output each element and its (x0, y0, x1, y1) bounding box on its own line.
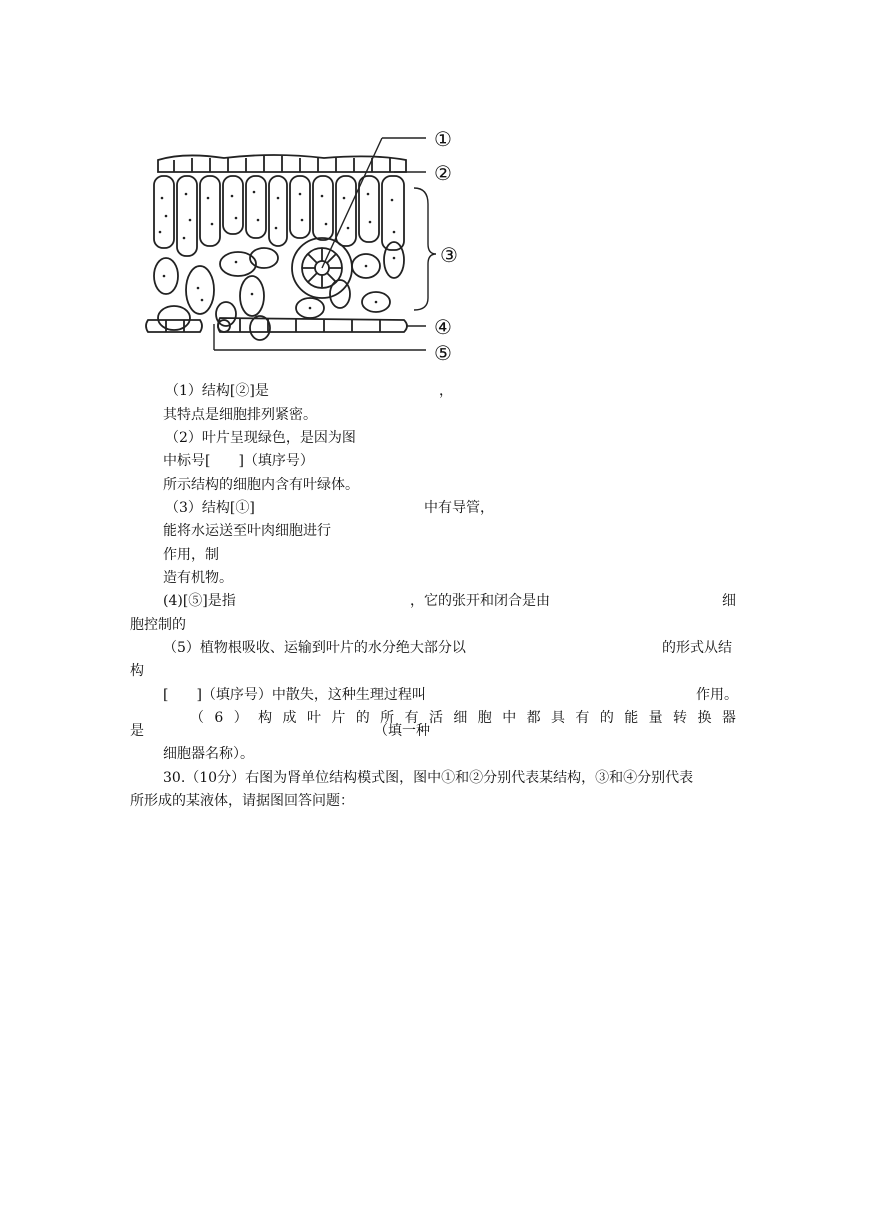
q5-line2: 构 (130, 663, 144, 679)
q1-line1-prefix: （1）结构[②]是 (165, 383, 269, 399)
q3-line3: 作用，制 (163, 547, 219, 563)
q6-char: 中 (502, 710, 517, 726)
q30-line2: 所形成的某液体，请据图回答问题： (130, 793, 354, 809)
q5-line1-suffix: 的形式从结 (662, 640, 732, 656)
q4-line1-mid: ，它的张开和闭合是由 (410, 593, 550, 609)
q6-char: 构 (258, 710, 273, 726)
q6-char: 都 (526, 710, 541, 726)
q4-line1-suffix: 细 (722, 593, 736, 609)
q6-char: 6 (214, 710, 224, 726)
q6-char: 量 (648, 710, 663, 726)
q3-line2: 能将水运送至叶肉细胞进行 (163, 523, 331, 539)
q4-line2: 胞控制的 (130, 617, 186, 633)
q6-char: ） (233, 710, 248, 726)
q6-char: 有 (404, 710, 419, 726)
q6-char: 胞 (477, 710, 492, 726)
q3-line1-prefix: （3）结构[①] (165, 500, 255, 516)
q6-char: 有 (575, 710, 590, 726)
q6-char: 的 (599, 710, 614, 726)
q6-char: 换 (697, 710, 712, 726)
label-3: ③ (440, 243, 458, 267)
q5-line3-prefix: [ ]（填序号）中散失，这种生理过程叫 (163, 687, 426, 703)
q6-char: 成 (282, 710, 297, 726)
q6-line1 (190, 709, 736, 727)
q1-line1-suffix: ， (439, 383, 453, 399)
q1-line2: 其特点是细胞排列紧密。 (163, 407, 317, 423)
q6-line2-suffix: （填一种 (374, 723, 430, 739)
q2-line3: 所示结构的细胞内含有叶绿体。 (163, 477, 359, 493)
q3-line4: 造有机物。 (163, 570, 233, 586)
q6-char: 器 (721, 710, 736, 726)
q6-char: 具 (551, 710, 566, 726)
q6-char: 细 (453, 710, 468, 726)
label-5: ⑤ (434, 341, 452, 365)
q6-char: 叶 (306, 710, 321, 726)
label-1: ① (434, 128, 452, 151)
label-4: ④ (434, 315, 452, 339)
q5-line1-prefix: （5）植物根吸收、运输到叶片的水分绝大部分以 (163, 640, 466, 656)
q2-line2: 中标号[ ]（填序号） (163, 453, 314, 469)
q6-char: （ (190, 710, 204, 726)
q5-line3-suffix: 作用。 (696, 687, 738, 703)
q6-char: 转 (673, 710, 688, 726)
q6-line3: 细胞器名称）。 (163, 746, 254, 762)
q6-char: 的 (355, 710, 370, 726)
q6-line2-prefix: 是 (130, 723, 144, 739)
leaf-cross-section-diagram (144, 128, 474, 370)
q30-line1: 30.（10分）右图为肾单位结构模式图，图中①和②分别代表某结构，③和④分别代表 (163, 770, 694, 786)
q6-char: 活 (428, 710, 443, 726)
q3-line1-suffix: 中有导管， (424, 500, 494, 516)
q6-char: 片 (331, 710, 346, 726)
q6-char: 能 (624, 710, 639, 726)
q2-line1: （2）叶片呈现绿色，是因为图 (165, 430, 356, 446)
q6-char: 所 (380, 710, 395, 726)
label-2: ② (434, 161, 452, 185)
q4-line1-prefix: (4)[⑤]是指 (163, 593, 236, 609)
